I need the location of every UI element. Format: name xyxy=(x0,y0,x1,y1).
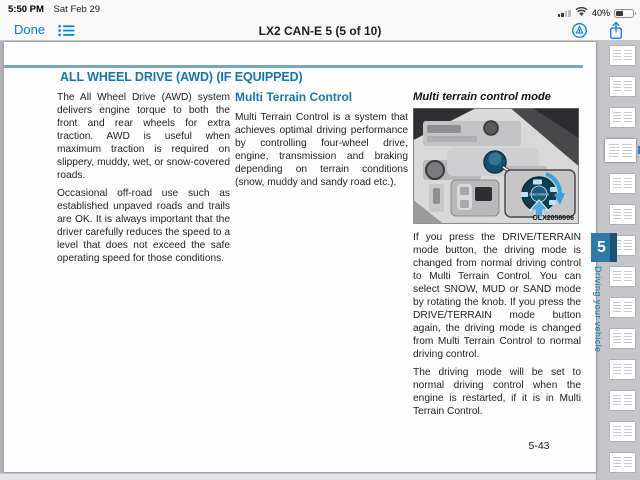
cellular-signal-icon xyxy=(558,9,571,17)
subsection-heading: Multi Terrain Control xyxy=(235,90,353,104)
page-thumbnail[interactable] xyxy=(610,77,635,96)
toolbar xyxy=(0,20,640,41)
section-heading: ALL WHEEL DRIVE (AWD) (IF EQUIPPED) xyxy=(60,70,303,84)
page-bottom-gutter xyxy=(0,473,596,480)
document-title: LX2 CAN-E 5 (5 of 10) xyxy=(258,24,382,38)
clock: 5:50 PM xyxy=(8,4,44,15)
column-multi-terrain xyxy=(235,91,408,194)
paragraph: The All Wheel Drive (AWD) system delivers engine torque to both the front and rear wheels for extra traction. AWD is useful when maximum traction is required on slippery, muddy, wet, or snow-covered roads. xyxy=(57,92,230,181)
markup-icon[interactable] xyxy=(571,22,588,44)
inset-dial-panel xyxy=(505,170,575,217)
manual-page xyxy=(4,42,606,472)
page-thumbnail[interactable] xyxy=(610,298,635,317)
chapter-title-vertical: Driving your vehicle xyxy=(593,266,603,353)
status-bar xyxy=(0,0,640,20)
date: Sat Feb 29 xyxy=(53,4,101,15)
status-time-date xyxy=(8,4,100,15)
page-thumbnail[interactable] xyxy=(610,422,635,441)
share-icon[interactable] xyxy=(608,21,624,45)
page-thumbnail[interactable] xyxy=(610,174,635,193)
page-thumbnail-selected[interactable] xyxy=(605,139,636,162)
paragraph: If you press the DRIVE/TERRAIN mode button, the driving mode is changed from normal driving control to Multi Terrain Control. You can select SNOW, MUD or SAND mode by rotating the knob. If you press the DRIVE/TERRAIN mode button again, the driving mode is changed from Multi Terrain Control to normal driving control. xyxy=(413,232,581,360)
page-thumbnail[interactable] xyxy=(610,267,635,286)
page-thumbnail[interactable] xyxy=(610,453,635,472)
column-awd-text xyxy=(57,91,230,270)
page-thumbnail[interactable] xyxy=(610,205,635,224)
paragraph: Occasional off-road use such as established unpaved roads and trails are OK. It is always important that the driver carefully reduces the speed to a level that does not exceed the safe operating speed for those conditions. xyxy=(57,188,230,264)
paragraph: The driving mode will be set to normal driving control when the engine is restarted, if it is in Multi Terrain Control. xyxy=(413,367,581,417)
page-thumbnail[interactable] xyxy=(610,329,635,348)
page-thumbnail[interactable] xyxy=(610,46,635,65)
page-thumbnail[interactable] xyxy=(610,360,635,379)
paragraph: Multi Terrain Control is a system that achieves optimal driving performance by controlling four-wheel drive, engine, transmission and braking depending on terrain conditions (snow, muddy and sandy road etc.). xyxy=(235,112,408,188)
page-thumbnail[interactable] xyxy=(610,108,635,127)
knob-label: DRIVE/TERRAIN xyxy=(528,193,550,197)
page-thumbnail[interactable] xyxy=(610,391,635,410)
done-button[interactable]: Done xyxy=(14,22,46,37)
chapter-tab: 5 xyxy=(591,233,617,262)
mode-heading: Multi terrain control mode xyxy=(413,91,551,103)
column-control-mode xyxy=(413,91,581,423)
header-rule xyxy=(4,65,583,68)
console-illustration xyxy=(413,108,579,224)
pdf-content-area xyxy=(0,41,640,480)
battery-icon xyxy=(614,9,634,18)
page-number: 5-43 xyxy=(528,440,550,452)
figure-caption: OLX2058006 xyxy=(532,215,574,222)
battery-percent: 40% xyxy=(591,8,610,18)
